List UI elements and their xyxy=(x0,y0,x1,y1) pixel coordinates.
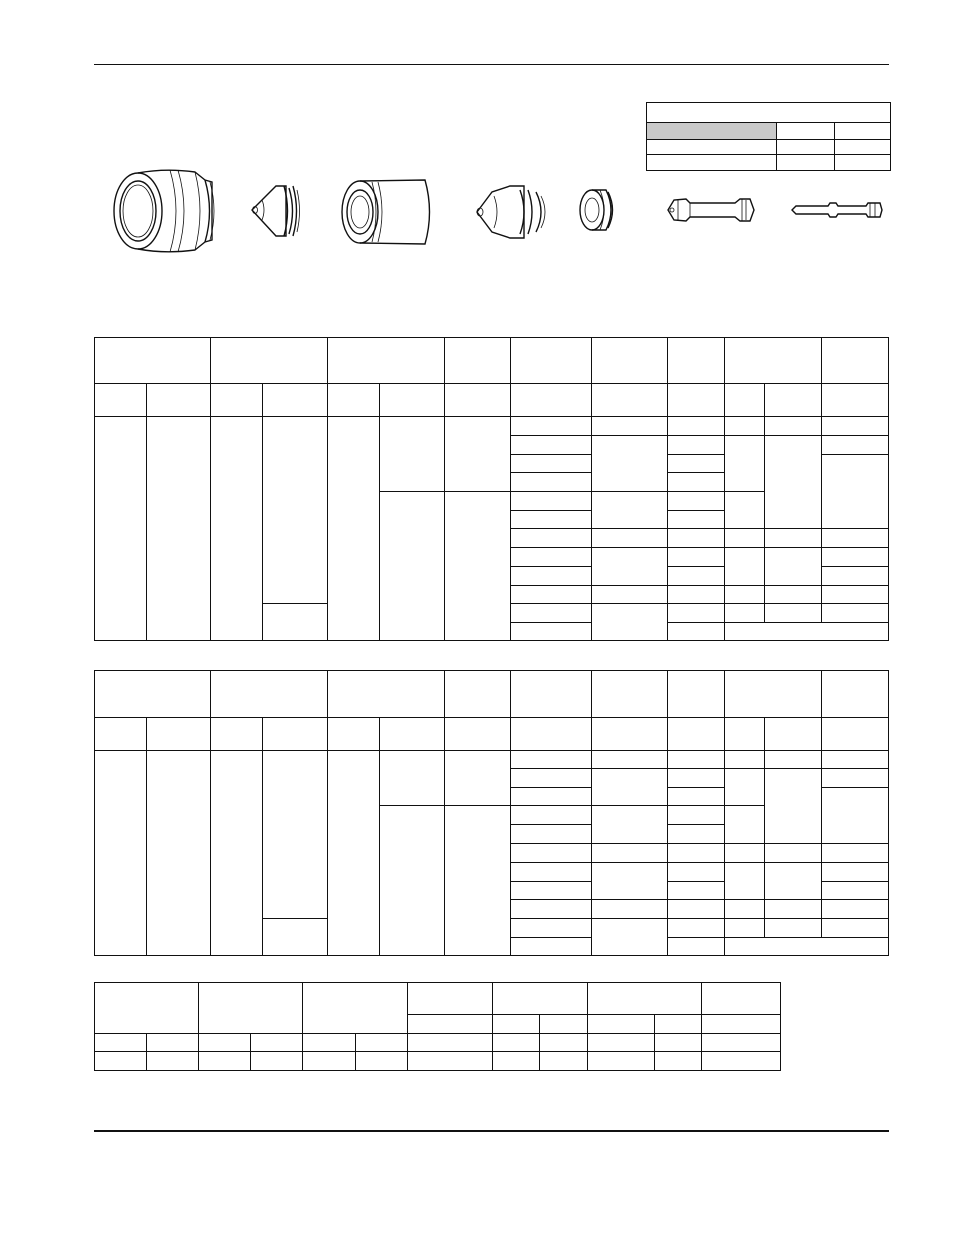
process-table-2 xyxy=(95,671,889,956)
process-table-1 xyxy=(95,338,889,641)
legend-table xyxy=(647,103,891,171)
summary-table xyxy=(95,983,781,1071)
